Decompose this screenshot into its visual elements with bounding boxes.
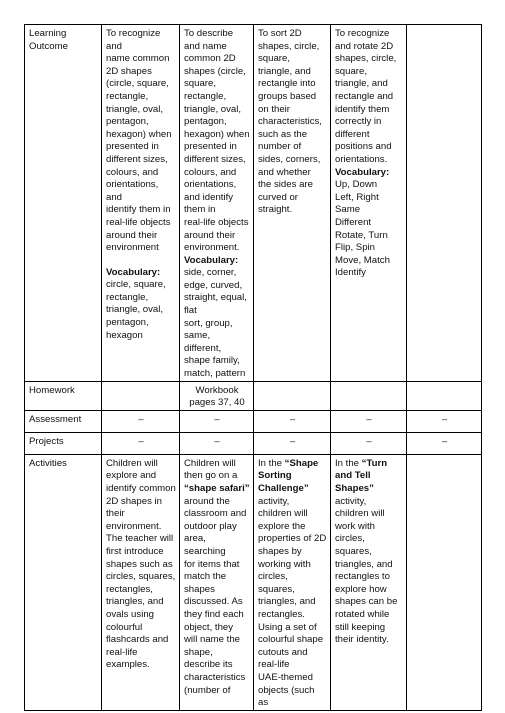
learning-outcome-row	[25, 25, 482, 382]
vocabulary-heading: Vocabulary:	[335, 166, 390, 178]
assessment-cell-4: –	[331, 410, 407, 432]
vocabulary-heading: Vocabulary:	[106, 266, 161, 278]
homework-row	[25, 381, 482, 410]
outcome-text: To sort 2D shapes, circle, square, triangle, and rectangle into groups based on their characteristics, such as the number of sides, corners, and whether the sides are curved or straight.	[258, 28, 322, 216]
activities-label: Activities	[25, 454, 102, 710]
learning-outcome-label: Learning Outcome	[25, 25, 102, 382]
activity-title: “Shape Sorting Challenge”	[258, 457, 319, 494]
activity-text-continued: activity, children will explore the properties of 2D shapes by working with circles, squares, triangles, and rectangles. Using a set of colourful shape cutouts and real-life UAE-themed objects (such as	[258, 495, 327, 709]
outcome-text: To recognize and rotate 2D shapes, circle, square, triangle, and rectangle and identify them correctly in different positions and orientations.	[335, 28, 397, 165]
homework-cell-2: Workbook pages 37, 40	[180, 381, 254, 410]
assessment-cell-1: –	[102, 410, 180, 432]
activity-text: In the	[335, 457, 362, 469]
assessment-cell-5: –	[407, 410, 482, 432]
activity-text: Children will then go on a	[184, 457, 238, 482]
activities-cell-4	[331, 454, 407, 710]
homework-cell-1	[102, 381, 180, 410]
activity-text-continued: activity, children will work with circles, squares, triangles, and rectangles to explore how shapes can be rotated while still keeping their identity.	[335, 495, 398, 646]
projects-cell-5: –	[407, 432, 482, 454]
learning-outcome-cell-5	[407, 25, 482, 382]
vocabulary-heading: Vocabulary:	[184, 254, 239, 266]
activity-text: Children will explore and identify common 2D shapes in their environment. The teacher will first introduce shapes such as circles, squares, rectangles, triangles, and ovals using colourful flashcards and real-life examples.	[106, 457, 176, 671]
projects-cell-1: –	[102, 432, 180, 454]
assessment-cell-3: –	[254, 410, 331, 432]
activities-cell-2	[180, 454, 254, 710]
activities-row	[25, 454, 482, 710]
assessment-cell-2: –	[180, 410, 254, 432]
activity-title: “Turn and Tell Shapes”	[335, 457, 388, 494]
activity-text: In the	[258, 457, 285, 469]
activities-cell-3	[254, 454, 331, 710]
activities-cell-1	[102, 454, 180, 710]
homework-label: Homework	[25, 381, 102, 410]
learning-outcome-cell-1	[102, 25, 180, 382]
outcome-text: To describe and name common 2D shapes (circle, square, rectangle, triangle, oval, pentagon, hexagon) when presented in different sizes, colours, and orientations, and identify them in real-life objects around their environment.	[184, 28, 250, 254]
lesson-plan-table	[24, 24, 482, 711]
projects-cell-3: –	[254, 432, 331, 454]
learning-outcome-cell-3	[254, 25, 331, 382]
vocabulary-list: side, corner, edge, curved, straight, equal, flat sort, group, same, different, shape family, match, pattern	[184, 267, 247, 380]
vocabulary-list: circle, square, rectangle, triangle, oval, pentagon, hexagon	[106, 279, 166, 341]
projects-row	[25, 432, 482, 454]
projects-cell-2: –	[180, 432, 254, 454]
projects-cell-4: –	[331, 432, 407, 454]
homework-cell-4	[331, 381, 407, 410]
assessment-row	[25, 410, 482, 432]
homework-cell-5	[407, 381, 482, 410]
activities-cell-5	[407, 454, 482, 710]
activity-text-continued: around the classroom and outdoor play area, searching for items that match the shapes discussed. As they find each object, they will name the shape, describe its characteristics (number of	[184, 495, 247, 696]
assessment-label: Assessment	[25, 410, 102, 432]
vocabulary-list: Up, Down Left, Right Same Different Rotate, Turn Flip, Spin Move, Match Identify	[335, 179, 390, 279]
outcome-text: To recognize and name common 2D shapes (circle, square, rectangle, triangle, oval, pentagon, hexagon) when presented in different sizes, colours, and orientations, and identify them in real-life objects around their environment	[106, 28, 172, 254]
projects-label: Projects	[25, 432, 102, 454]
learning-outcome-cell-4	[331, 25, 407, 382]
homework-cell-3	[254, 381, 331, 410]
learning-outcome-cell-2	[180, 25, 254, 382]
activity-title: “shape safari”	[184, 483, 250, 494]
